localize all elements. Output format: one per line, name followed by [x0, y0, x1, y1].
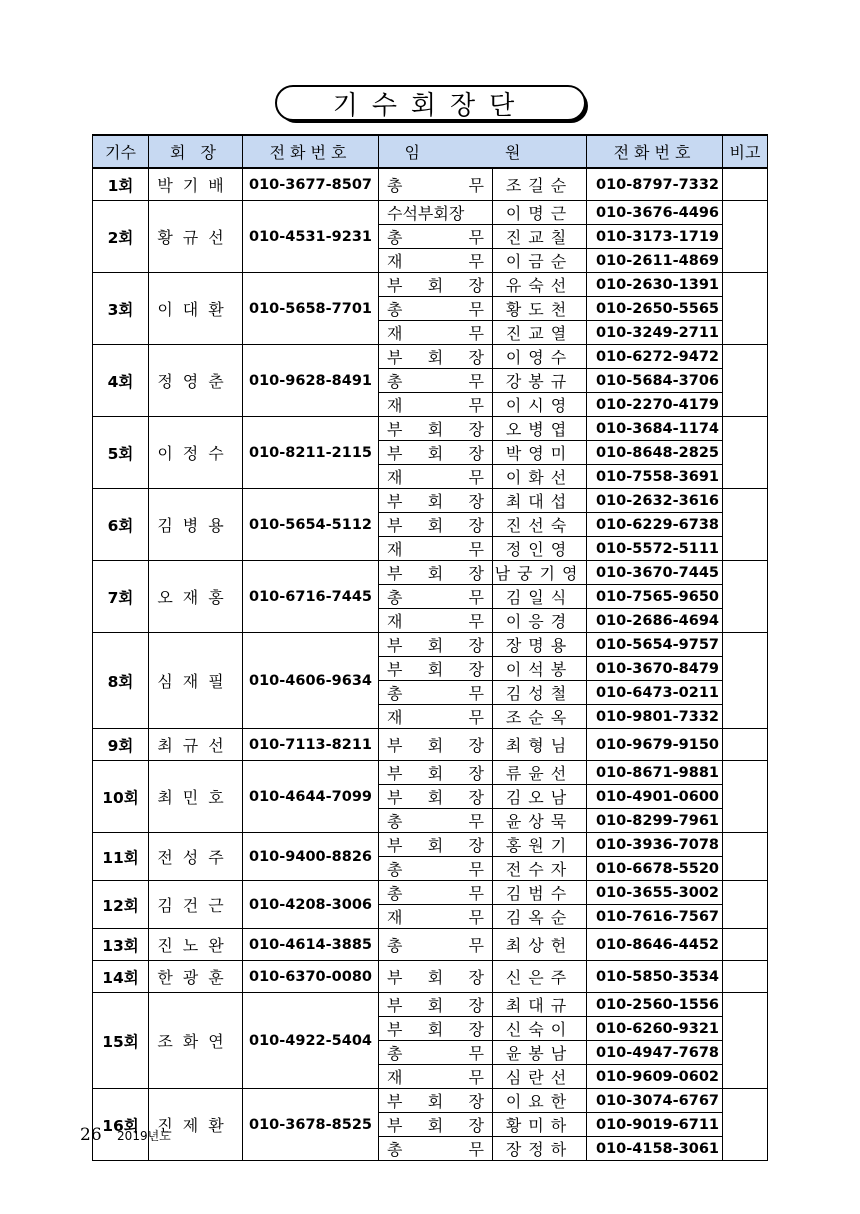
generation-cell: 9회: [93, 729, 149, 761]
table-row: [93, 201, 768, 225]
president-name-cell: 이대환: [149, 273, 243, 345]
officer-role-cell: [379, 633, 493, 657]
officer-name-cell: 이영수: [493, 345, 587, 369]
officer-phone-cell: 010-3249-2711: [587, 321, 723, 345]
officer-name-cell: 유숙선: [493, 273, 587, 297]
officer-phone-cell: 010-3684-1174: [587, 417, 723, 441]
officer-phone-cell: 010-3655-3002: [587, 881, 723, 905]
officer-name-cell: 이명근: [493, 201, 587, 225]
officer-role-label: 재 무: [387, 708, 484, 727]
officer-role-label: 총 무: [387, 1044, 484, 1063]
officer-name-cell: 심란선: [493, 1065, 587, 1089]
president-phone-cell: 010-6716-7445: [243, 561, 379, 633]
president-name-cell: 김병용: [149, 489, 243, 561]
officer-phone-cell: 010-6272-9472: [587, 345, 723, 369]
officer-name-cell: 정인영: [493, 537, 587, 561]
note-cell: [723, 761, 768, 833]
officer-role-label: 총 무: [387, 1140, 484, 1159]
officer-name-cell: 황미하: [493, 1113, 587, 1137]
generation-cell: 11회: [93, 833, 149, 881]
table-row: [93, 761, 768, 785]
generation-cell: 3회: [93, 273, 149, 345]
officer-name-cell: 김성철: [493, 681, 587, 705]
generation-cell: 7회: [93, 561, 149, 633]
note-cell: [723, 633, 768, 729]
officer-role-cell: [379, 881, 493, 905]
note-cell: [723, 929, 768, 961]
officer-name-cell: 최형님: [493, 729, 587, 761]
table-row: [93, 633, 768, 657]
table-row: [93, 273, 768, 297]
officer-name-cell: 강봉규: [493, 369, 587, 393]
president-name-cell: 진노완: [149, 929, 243, 961]
officer-role-cell: [379, 465, 493, 489]
header-phone: 전화번호: [243, 135, 379, 168]
header-officers: 임 원: [379, 135, 587, 168]
officer-role-cell: [379, 761, 493, 785]
officer-name-cell: 이시영: [493, 393, 587, 417]
officer-role-label: 부 회 장: [387, 444, 484, 463]
officer-name-cell: 최상헌: [493, 929, 587, 961]
officer-role-cell: [379, 249, 493, 273]
officer-phone-cell: 010-2632-3616: [587, 489, 723, 513]
officer-role-cell: [379, 345, 493, 369]
officer-phone-cell: 010-2630-1391: [587, 273, 723, 297]
officer-role-label: 총 무: [387, 860, 484, 879]
officer-name-cell: 전수자: [493, 857, 587, 881]
officer-phone-cell: 010-7616-7567: [587, 905, 723, 929]
table-row: [93, 993, 768, 1017]
table-row: [93, 489, 768, 513]
officer-phone-cell: 010-5684-3706: [587, 369, 723, 393]
officer-name-cell: 신은주: [493, 961, 587, 993]
officer-name-cell: 조순옥: [493, 705, 587, 729]
officer-phone-cell: 010-4947-7678: [587, 1041, 723, 1065]
officer-role-cell: [379, 705, 493, 729]
officer-phone-cell: 010-7558-3691: [587, 465, 723, 489]
officer-role-label: 부 회 장: [387, 764, 484, 783]
officer-role-label: 부 회 장: [387, 276, 484, 295]
officer-name-cell: 김오남: [493, 785, 587, 809]
officer-phone-cell: 010-8671-9881: [587, 761, 723, 785]
president-phone-cell: 010-3677-8507: [243, 168, 379, 201]
officer-name-cell: 김일식: [493, 585, 587, 609]
officer-role-label: 재 무: [387, 612, 484, 631]
officer-role-label: 부 회 장: [387, 348, 484, 367]
page-footer: [80, 1125, 171, 1145]
officer-role-label: 부 회 장: [387, 788, 484, 807]
officer-phone-cell: 010-3676-4496: [587, 201, 723, 225]
note-cell: [723, 561, 768, 633]
officer-role-cell: [379, 657, 493, 681]
officer-role-cell: [379, 585, 493, 609]
header-officer-phone: 전화번호: [587, 135, 723, 168]
officer-role-cell: [379, 1137, 493, 1161]
officer-phone-cell: 010-2270-4179: [587, 393, 723, 417]
officer-role-label: 총 무: [387, 812, 484, 831]
officer-role-label: 부 회 장: [387, 1092, 484, 1111]
note-cell: [723, 1089, 768, 1161]
president-name-cell: 최규선: [149, 729, 243, 761]
officer-phone-cell: 010-3670-7445: [587, 561, 723, 585]
officer-role-cell: [379, 729, 493, 761]
officer-role-label: 총 무: [387, 684, 484, 703]
officer-name-cell: 류윤선: [493, 761, 587, 785]
officer-role-cell: [379, 441, 493, 465]
officer-name-cell: 남궁기영: [493, 561, 587, 585]
note-cell: [723, 833, 768, 881]
table-row: [93, 881, 768, 905]
president-phone-cell: 010-4644-7099: [243, 761, 379, 833]
officer-role-label: 총 무: [387, 300, 484, 319]
officer-phone-cell: 010-2686-4694: [587, 609, 723, 633]
note-cell: [723, 881, 768, 929]
president-phone-cell: 010-4614-3885: [243, 929, 379, 961]
officer-name-cell: 홍원기: [493, 833, 587, 857]
officer-role-cell: [379, 489, 493, 513]
officer-role-label: 총 무: [387, 228, 484, 247]
officer-phone-cell: 010-6473-0211: [587, 681, 723, 705]
officer-name-cell: 장명용: [493, 633, 587, 657]
note-cell: [723, 993, 768, 1089]
table-row: [93, 1089, 768, 1113]
officer-role-cell: [379, 321, 493, 345]
officer-role-cell: [379, 537, 493, 561]
president-phone-cell: 010-8211-2115: [243, 417, 379, 489]
officer-role-label: 재 무: [387, 468, 484, 487]
officer-name-cell: 황도천: [493, 297, 587, 321]
officer-role-label: 부 회 장: [387, 492, 484, 511]
note-cell: [723, 489, 768, 561]
footer-year: 2019년도: [117, 1129, 171, 1143]
officer-role-label: 부 회 장: [387, 996, 484, 1015]
title-label: 기수회장단: [275, 85, 586, 121]
officer-role-label: 부 회 장: [387, 420, 484, 439]
officer-role-label: 재 무: [387, 396, 484, 415]
generation-cell: 1회: [93, 168, 149, 201]
officer-role-cell: [379, 273, 493, 297]
officer-name-cell: 진교열: [493, 321, 587, 345]
note-cell: [723, 273, 768, 345]
officer-role-label: 부 회 장: [387, 836, 484, 855]
note-cell: [723, 168, 768, 201]
officer-name-cell: 박영미: [493, 441, 587, 465]
officer-role-cell: [379, 857, 493, 881]
officer-role-label: 부 회 장: [387, 564, 484, 583]
officer-phone-cell: 010-2611-4869: [587, 249, 723, 273]
officer-name-cell: 김옥순: [493, 905, 587, 929]
roster-table: [92, 134, 768, 1161]
header-gen: 기수: [93, 135, 149, 168]
table-row: [93, 833, 768, 857]
officer-phone-cell: 010-8797-7332: [587, 168, 723, 201]
president-phone-cell: 010-7113-8211: [243, 729, 379, 761]
officer-role-cell: [379, 369, 493, 393]
officer-role-label: 부 회 장: [387, 516, 484, 535]
officer-phone-cell: 010-9679-9150: [587, 729, 723, 761]
president-phone-cell: 010-5658-7701: [243, 273, 379, 345]
table-row: [93, 345, 768, 369]
officer-name-cell: 최대규: [493, 993, 587, 1017]
officer-phone-cell: 010-5850-3534: [587, 961, 723, 993]
generation-cell: 15회: [93, 993, 149, 1089]
president-phone-cell: 010-6370-0080: [243, 961, 379, 993]
officer-name-cell: 진교칠: [493, 225, 587, 249]
officer-phone-cell: 010-8648-2825: [587, 441, 723, 465]
officer-role-cell: [379, 168, 493, 201]
officer-role-label: 수석부회장: [387, 204, 465, 223]
table-row: [93, 961, 768, 993]
officer-role-label: 총 무: [387, 884, 484, 903]
generation-cell: 10회: [93, 761, 149, 833]
generation-cell: 12회: [93, 881, 149, 929]
officer-role-cell: [379, 201, 493, 225]
officer-role-cell: [379, 1113, 493, 1137]
officer-phone-cell: 010-7565-9650: [587, 585, 723, 609]
officer-phone-cell: 010-6260-9321: [587, 1017, 723, 1041]
officer-phone-cell: 010-6229-6738: [587, 513, 723, 537]
officer-phone-cell: 010-3074-6767: [587, 1089, 723, 1113]
page-title: [275, 85, 590, 125]
generation-cell: 16회: [93, 1089, 149, 1161]
officer-role-cell: [379, 905, 493, 929]
officer-role-cell: [379, 681, 493, 705]
officer-phone-cell: 010-2650-5565: [587, 297, 723, 321]
officer-role-label: 부 회 장: [387, 1020, 484, 1039]
table-row: [93, 929, 768, 961]
officer-name-cell: 이응경: [493, 609, 587, 633]
president-name-cell: 전성주: [149, 833, 243, 881]
officer-role-cell: [379, 961, 493, 993]
officer-name-cell: 오병엽: [493, 417, 587, 441]
generation-cell: 13회: [93, 929, 149, 961]
president-name-cell: 오재홍: [149, 561, 243, 633]
officer-name-cell: 윤상묵: [493, 809, 587, 833]
table-row: [93, 417, 768, 441]
president-name-cell: 박기배: [149, 168, 243, 201]
note-cell: [723, 417, 768, 489]
president-name-cell: 진제환: [149, 1089, 243, 1161]
note-cell: [723, 345, 768, 417]
generation-cell: 2회: [93, 201, 149, 273]
officer-name-cell: 최대섭: [493, 489, 587, 513]
table-row: [93, 168, 768, 201]
officer-name-cell: 이화선: [493, 465, 587, 489]
header-president: 회 장: [149, 135, 243, 168]
officer-role-label: 재 무: [387, 908, 484, 927]
officer-role-label: 재 무: [387, 1068, 484, 1087]
officer-role-label: 부 회 장: [387, 1116, 484, 1135]
officer-phone-cell: 010-9801-7332: [587, 705, 723, 729]
officer-name-cell: 장정하: [493, 1137, 587, 1161]
officer-name-cell: 조길순: [493, 168, 587, 201]
president-name-cell: 김건근: [149, 881, 243, 929]
officer-role-cell: [379, 417, 493, 441]
officer-role-label: 총 무: [387, 176, 484, 195]
officer-role-cell: [379, 1041, 493, 1065]
officer-role-cell: [379, 1089, 493, 1113]
officer-name-cell: 이요한: [493, 1089, 587, 1113]
table-header-row: [93, 135, 768, 168]
page-number: 26: [80, 1125, 102, 1145]
officer-role-label: 총 무: [387, 588, 484, 607]
note-cell: [723, 729, 768, 761]
officer-phone-cell: 010-3936-7078: [587, 833, 723, 857]
header-note: 비고: [723, 135, 768, 168]
officer-role-label: 총 무: [387, 936, 484, 955]
officer-role-cell: [379, 1017, 493, 1041]
officer-phone-cell: 010-6678-5520: [587, 857, 723, 881]
table-row: [93, 561, 768, 585]
president-name-cell: 조화연: [149, 993, 243, 1089]
president-name-cell: 황규선: [149, 201, 243, 273]
officer-name-cell: 김범수: [493, 881, 587, 905]
officer-phone-cell: 010-9019-6711: [587, 1113, 723, 1137]
officer-phone-cell: 010-3670-8479: [587, 657, 723, 681]
officer-role-cell: [379, 993, 493, 1017]
officer-role-label: 재 무: [387, 540, 484, 559]
president-name-cell: 최민호: [149, 761, 243, 833]
officer-name-cell: 진선숙: [493, 513, 587, 537]
officer-role-label: 부 회 장: [387, 660, 484, 679]
generation-cell: 6회: [93, 489, 149, 561]
president-phone-cell: 010-5654-5112: [243, 489, 379, 561]
president-phone-cell: 010-9400-8826: [243, 833, 379, 881]
officer-name-cell: 이석봉: [493, 657, 587, 681]
generation-cell: 4회: [93, 345, 149, 417]
officer-phone-cell: 010-4901-0600: [587, 785, 723, 809]
officer-phone-cell: 010-4158-3061: [587, 1137, 723, 1161]
officer-phone-cell: 010-8299-7961: [587, 809, 723, 833]
officer-phone-cell: 010-5654-9757: [587, 633, 723, 657]
officer-phone-cell: 010-2560-1556: [587, 993, 723, 1017]
president-phone-cell: 010-9628-8491: [243, 345, 379, 417]
officer-role-cell: [379, 809, 493, 833]
president-name-cell: 이정수: [149, 417, 243, 489]
table-row: [93, 729, 768, 761]
note-cell: [723, 201, 768, 273]
president-phone-cell: 010-4531-9231: [243, 201, 379, 273]
officer-role-label: 부 회 장: [387, 736, 484, 755]
generation-cell: 14회: [93, 961, 149, 993]
officer-role-cell: [379, 1065, 493, 1089]
president-phone-cell: 010-4606-9634: [243, 633, 379, 729]
officer-phone-cell: 010-8646-4452: [587, 929, 723, 961]
president-phone-cell: 010-4208-3006: [243, 881, 379, 929]
officer-role-label: 총 무: [387, 372, 484, 391]
note-cell: [723, 961, 768, 993]
president-phone-cell: 010-3678-8525: [243, 1089, 379, 1161]
officer-role-cell: [379, 833, 493, 857]
officer-role-cell: [379, 929, 493, 961]
president-name-cell: 한광훈: [149, 961, 243, 993]
officer-role-label: 재 무: [387, 324, 484, 343]
officer-name-cell: 윤봉남: [493, 1041, 587, 1065]
officer-phone-cell: 010-9609-0602: [587, 1065, 723, 1089]
generation-cell: 5회: [93, 417, 149, 489]
officer-phone-cell: 010-5572-5111: [587, 537, 723, 561]
officer-role-label: 재 무: [387, 252, 484, 271]
officer-role-label: 부 회 장: [387, 968, 484, 987]
officer-role-cell: [379, 513, 493, 537]
officer-role-cell: [379, 609, 493, 633]
president-name-cell: 심재필: [149, 633, 243, 729]
officer-role-cell: [379, 393, 493, 417]
president-phone-cell: 010-4922-5404: [243, 993, 379, 1089]
officer-role-cell: [379, 225, 493, 249]
president-name-cell: 정영춘: [149, 345, 243, 417]
officer-role-cell: [379, 297, 493, 321]
generation-cell: 8회: [93, 633, 149, 729]
officer-role-label: 부 회 장: [387, 636, 484, 655]
officer-name-cell: 신숙이: [493, 1017, 587, 1041]
officer-role-cell: [379, 785, 493, 809]
officer-name-cell: 이금순: [493, 249, 587, 273]
officer-role-cell: [379, 561, 493, 585]
officer-phone-cell: 010-3173-1719: [587, 225, 723, 249]
